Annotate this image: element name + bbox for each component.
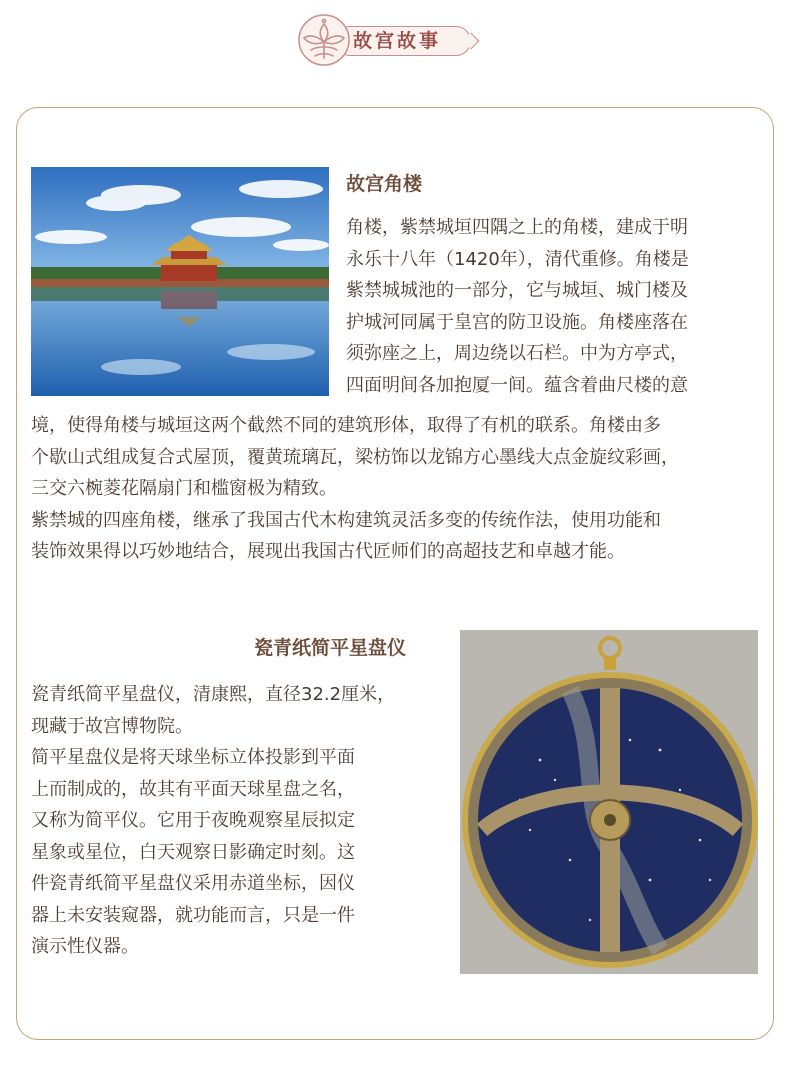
text-line: 现藏于故宫博物院。 [31, 715, 193, 737]
text-line: 个歇山式组成复合式屋顶，覆黄琉璃瓦，梁枋饰以龙锦方心墨线大点金旋纹彩画， [31, 446, 679, 468]
text-line: 星象或星位，白天观察日影确定时刻。这 [31, 841, 355, 863]
text-line: 上而制成的，故其有平面天球星盘之名， [31, 778, 355, 800]
lotus-ornament-icon [293, 12, 355, 68]
text-line: 瓷青纸简平星盘仪，清康熙，直径32.2厘米， [31, 684, 396, 705]
text-line: 永乐十八年（1420年），清代重修。角楼是 [346, 248, 689, 270]
astrolabe-text [31, 679, 395, 963]
text-line: 装饰效果得以巧妙地结合，展现出我国古代匠师们的高超技艺和卓越才能。 [31, 541, 625, 562]
corner-tower-illustration [31, 167, 329, 396]
text-line: 三交六椀菱花隔扇门和槛窗极为精致。 [31, 478, 337, 499]
corner-tower-photo [31, 167, 329, 396]
text-line: 演示性仪器。 [31, 936, 139, 957]
corner-tower-full-text [31, 410, 679, 568]
section-title-corner-tower: 故宫角楼 [346, 173, 423, 195]
text-line: 护城河同属于皇宫的防卫设施。角楼座落在 [346, 311, 688, 333]
header-badge [293, 12, 479, 68]
text-line: 紫禁城城池的一部分，它与城垣、城门楼及 [346, 280, 688, 301]
badge-label: 故宫故事 [353, 30, 442, 52]
text-line: 简平星盘仪是将天球坐标立体投影到平面 [31, 747, 355, 768]
text-line: 须弥座之上，周边绕以石栏。中为方亭式， [346, 343, 688, 364]
corner-tower-side-text [346, 212, 689, 401]
astrolabe-illustration [460, 630, 758, 974]
text-line: 角楼，紫禁城垣四隅之上的角楼，建成于明 [346, 217, 688, 238]
astrolabe-photo [460, 630, 758, 974]
text-line: 器上未安装窥器，就功能而言，只是一件 [31, 904, 355, 926]
text-line: 境，使得角楼与城垣这两个截然不同的建筑形体，取得了有机的联系。角楼由多 [31, 415, 661, 436]
text-line: 四面明间各加抱厦一间。蕴含着曲尺楼的意 [346, 374, 688, 396]
text-line: 紫禁城的四座角楼，继承了我国古代木构建筑灵活多变的传统作法，使用功能和 [31, 509, 661, 531]
text-line: 件瓷青纸简平星盘仪采用赤道坐标，因仪 [31, 873, 355, 894]
text-line: 又称为简平仪。它用于夜晚观察星辰拟定 [31, 810, 355, 831]
section-title-astrolabe: 瓷青纸简平星盘仪 [254, 637, 407, 659]
